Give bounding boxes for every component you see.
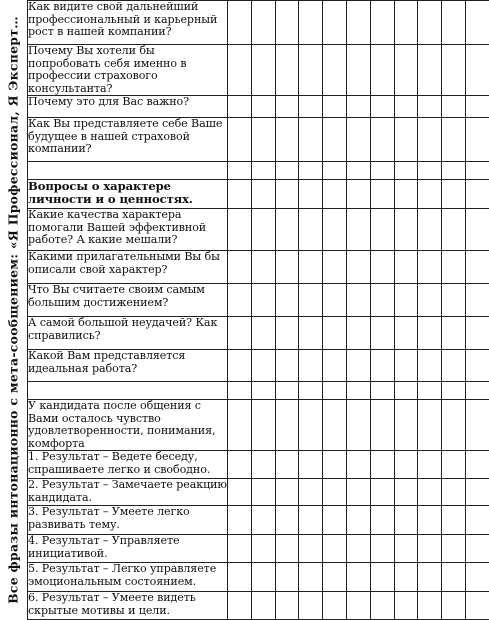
mark-cell[interactable] — [275, 284, 299, 317]
mark-cell[interactable] — [346, 451, 370, 479]
mark-cell[interactable] — [346, 180, 370, 209]
mark-cell[interactable] — [442, 251, 466, 284]
mark-cell[interactable] — [228, 317, 252, 350]
mark-cell[interactable] — [323, 350, 347, 382]
mark-cell[interactable] — [275, 382, 299, 400]
mark-cell[interactable] — [394, 506, 418, 535]
mark-cell[interactable] — [394, 118, 418, 162]
mark-cell[interactable] — [251, 479, 275, 506]
mark-cell[interactable] — [370, 535, 394, 563]
mark-cell[interactable] — [299, 592, 323, 620]
question-text: 3. Результат – Умеете легко развивать тему. — [28, 506, 228, 535]
mark-cell[interactable] — [370, 118, 394, 162]
mark-cell[interactable] — [442, 96, 466, 118]
question-text: Почему Вы хотели бы попробовать себя именно в профессии страхового консультанта? — [28, 45, 228, 96]
mark-cell[interactable] — [465, 118, 489, 162]
mark-cell[interactable] — [465, 162, 489, 180]
mark-cell[interactable] — [323, 382, 347, 400]
mark-cell[interactable] — [275, 162, 299, 180]
mark-cell[interactable] — [465, 284, 489, 317]
mark-cell[interactable] — [465, 350, 489, 382]
mark-cell[interactable] — [370, 284, 394, 317]
mark-cell[interactable] — [299, 180, 323, 209]
mark-cell[interactable] — [299, 400, 323, 451]
mark-cell[interactable] — [346, 506, 370, 535]
question-text: А самой большой неудачей? Как справились? — [28, 317, 228, 350]
question-row — [28, 209, 489, 251]
mark-cell[interactable] — [442, 382, 466, 400]
mark-cell[interactable] — [418, 284, 442, 317]
mark-cell[interactable] — [228, 563, 252, 592]
mark-cell[interactable] — [228, 162, 252, 180]
mark-cell[interactable] — [418, 400, 442, 451]
mark-cell[interactable] — [418, 535, 442, 563]
mark-cell[interactable] — [251, 96, 275, 118]
mark-cell[interactable] — [323, 96, 347, 118]
question-row — [28, 400, 489, 451]
mark-cell[interactable] — [418, 180, 442, 209]
mark-cell[interactable] — [251, 251, 275, 284]
mark-cell[interactable] — [228, 400, 252, 451]
mark-cell[interactable] — [370, 451, 394, 479]
mark-cell[interactable] — [275, 317, 299, 350]
mark-cell[interactable] — [370, 209, 394, 251]
question-text: 6. Результат – Умеете видеть скрытые мотивы и цели. — [28, 592, 228, 620]
mark-cell[interactable] — [465, 563, 489, 592]
mark-cell[interactable] — [323, 180, 347, 209]
section-heading-row — [28, 180, 489, 209]
mark-cell[interactable] — [323, 162, 347, 180]
mark-cell[interactable] — [442, 45, 466, 96]
mark-cell[interactable] — [251, 45, 275, 96]
evaluation-table-body — [28, 1, 489, 620]
question-row — [28, 118, 489, 162]
mark-cell[interactable] — [346, 350, 370, 382]
mark-cell[interactable] — [228, 382, 252, 400]
mark-cell[interactable] — [465, 209, 489, 251]
mark-cell[interactable] — [394, 350, 418, 382]
mark-cell[interactable] — [394, 180, 418, 209]
mark-cell[interactable] — [346, 45, 370, 96]
mark-cell[interactable] — [299, 118, 323, 162]
mark-cell[interactable] — [251, 162, 275, 180]
mark-cell[interactable] — [251, 535, 275, 563]
question-row — [28, 317, 489, 350]
mark-cell[interactable] — [418, 350, 442, 382]
question-text: Как видите свой дальнейший профессиональный и карьерный рост в нашей компании? — [28, 1, 228, 45]
mark-cell[interactable] — [370, 400, 394, 451]
mark-cell[interactable] — [418, 162, 442, 180]
mark-cell[interactable] — [323, 563, 347, 592]
mark-cell[interactable] — [346, 284, 370, 317]
question-text: 5. Результат – Легко управляете эмоциональным состоянием. — [28, 563, 228, 592]
mark-cell[interactable] — [251, 592, 275, 620]
vertical-side-label — [0, 0, 26, 620]
mark-cell[interactable] — [346, 479, 370, 506]
mark-cell[interactable] — [228, 96, 252, 118]
mark-cell[interactable] — [465, 400, 489, 451]
mark-cell[interactable] — [228, 451, 252, 479]
mark-cell[interactable] — [323, 209, 347, 251]
mark-cell[interactable] — [346, 251, 370, 284]
mark-cell[interactable] — [370, 96, 394, 118]
mark-cell[interactable] — [418, 118, 442, 162]
mark-cell[interactable] — [370, 45, 394, 96]
question-row — [28, 451, 489, 479]
mark-cell[interactable] — [275, 180, 299, 209]
question-text — [28, 382, 228, 400]
mark-cell[interactable] — [442, 479, 466, 506]
question-text: Какие качества характера помогали Вашей эффективной работе? А какие мешали? — [28, 209, 228, 251]
mark-cell[interactable] — [323, 284, 347, 317]
mark-cell[interactable] — [394, 1, 418, 45]
mark-cell[interactable] — [228, 1, 252, 45]
mark-cell[interactable] — [299, 506, 323, 535]
question-row — [28, 45, 489, 96]
mark-cell[interactable] — [251, 382, 275, 400]
mark-cell[interactable] — [465, 251, 489, 284]
mark-cell[interactable] — [442, 317, 466, 350]
mark-cell[interactable] — [346, 382, 370, 400]
mark-cell[interactable] — [370, 251, 394, 284]
question-text: 2. Результат – Замечаете реакцию кандидата. — [28, 478, 227, 504]
mark-cell[interactable] — [299, 535, 323, 563]
mark-cell[interactable] — [418, 1, 442, 45]
question-text — [28, 162, 228, 180]
mark-cell[interactable] — [394, 563, 418, 592]
question-row — [28, 592, 489, 620]
question-row — [28, 479, 489, 506]
mark-cell[interactable] — [370, 162, 394, 180]
mark-cell[interactable] — [442, 592, 466, 620]
mark-cell[interactable] — [299, 251, 323, 284]
mark-cell[interactable] — [442, 1, 466, 45]
mark-cell[interactable] — [275, 451, 299, 479]
mark-cell[interactable] — [465, 592, 489, 620]
mark-cell[interactable] — [370, 592, 394, 620]
mark-cell[interactable] — [418, 479, 442, 506]
mark-cell[interactable] — [394, 451, 418, 479]
mark-cell[interactable] — [465, 180, 489, 209]
mark-cell[interactable] — [465, 451, 489, 479]
mark-cell[interactable] — [394, 284, 418, 317]
mark-cell[interactable] — [465, 317, 489, 350]
mark-cell[interactable] — [275, 592, 299, 620]
section-heading: Вопросы о характере личности и о ценностях. — [28, 180, 228, 209]
mark-cell[interactable] — [251, 209, 275, 251]
mark-cell[interactable] — [418, 563, 442, 592]
mark-cell[interactable] — [418, 592, 442, 620]
mark-cell[interactable] — [323, 535, 347, 563]
mark-cell[interactable] — [299, 350, 323, 382]
mark-cell[interactable] — [370, 506, 394, 535]
mark-cell[interactable] — [323, 45, 347, 96]
question-text: 1. Результат – Ведете беседу, спрашиваете легко и свободно. — [28, 451, 228, 479]
mark-cell[interactable] — [323, 451, 347, 479]
mark-cell[interactable] — [251, 180, 275, 209]
question-row — [28, 1, 489, 45]
mark-cell[interactable] — [394, 96, 418, 118]
mark-cell[interactable] — [228, 479, 252, 506]
mark-cell[interactable] — [251, 563, 275, 592]
mark-cell[interactable] — [370, 382, 394, 400]
mark-cell[interactable] — [370, 563, 394, 592]
mark-cell[interactable] — [299, 479, 323, 506]
mark-cell[interactable] — [346, 535, 370, 563]
side-label-text: Все фразы интонационно с мета-сообщением: «Я Профессионал, Я Эксперт… — [5, 16, 21, 604]
mark-cell[interactable] — [465, 479, 489, 506]
mark-cell[interactable] — [228, 350, 252, 382]
mark-cell[interactable] — [418, 45, 442, 96]
question-text: Какими прилагательными Вы бы описали свой характер? — [28, 251, 228, 284]
mark-cell[interactable] — [275, 479, 299, 506]
mark-cell[interactable] — [442, 350, 466, 382]
mark-cell[interactable] — [346, 592, 370, 620]
mark-cell[interactable] — [275, 506, 299, 535]
mark-cell[interactable] — [275, 535, 299, 563]
question-text: Почему это для Вас важно? — [28, 96, 228, 118]
mark-cell[interactable] — [442, 118, 466, 162]
mark-cell[interactable] — [346, 400, 370, 451]
blank-row — [28, 162, 489, 180]
mark-cell[interactable] — [299, 284, 323, 317]
mark-cell[interactable] — [418, 451, 442, 479]
mark-cell[interactable] — [346, 563, 370, 592]
mark-cell[interactable] — [228, 209, 252, 251]
mark-cell[interactable] — [323, 592, 347, 620]
mark-cell[interactable] — [323, 479, 347, 506]
mark-cell[interactable] — [299, 451, 323, 479]
mark-cell[interactable] — [251, 317, 275, 350]
mark-cell[interactable] — [275, 400, 299, 451]
mark-cell[interactable] — [394, 162, 418, 180]
mark-cell[interactable] — [394, 592, 418, 620]
mark-cell[interactable] — [299, 563, 323, 592]
mark-cell[interactable] — [442, 284, 466, 317]
mark-cell[interactable] — [370, 479, 394, 506]
mark-cell[interactable] — [275, 350, 299, 382]
mark-cell[interactable] — [394, 317, 418, 350]
mark-cell[interactable] — [442, 535, 466, 563]
mark-cell[interactable] — [275, 251, 299, 284]
mark-cell[interactable] — [228, 45, 252, 96]
mark-cell[interactable] — [442, 162, 466, 180]
mark-cell[interactable] — [370, 317, 394, 350]
mark-cell[interactable] — [323, 251, 347, 284]
mark-cell[interactable] — [299, 96, 323, 118]
mark-cell[interactable] — [418, 382, 442, 400]
mark-cell[interactable] — [442, 209, 466, 251]
mark-cell[interactable] — [251, 350, 275, 382]
mark-cell[interactable] — [251, 506, 275, 535]
mark-cell[interactable] — [442, 451, 466, 479]
mark-cell[interactable] — [228, 506, 252, 535]
mark-cell[interactable] — [465, 506, 489, 535]
mark-cell[interactable] — [228, 535, 252, 563]
mark-cell[interactable] — [418, 506, 442, 535]
question-row — [28, 284, 489, 317]
mark-cell[interactable] — [465, 1, 489, 45]
mark-cell[interactable] — [228, 592, 252, 620]
mark-cell[interactable] — [442, 400, 466, 451]
mark-cell[interactable] — [465, 45, 489, 96]
question-row — [28, 251, 489, 284]
mark-cell[interactable] — [370, 1, 394, 45]
mark-cell[interactable] — [394, 209, 418, 251]
question-text: 4. Результат – Управляете инициативой. — [28, 535, 228, 563]
mark-cell[interactable] — [228, 251, 252, 284]
mark-cell[interactable] — [251, 400, 275, 451]
mark-cell[interactable] — [418, 317, 442, 350]
mark-cell[interactable] — [299, 209, 323, 251]
mark-cell[interactable] — [251, 118, 275, 162]
mark-cell[interactable] — [251, 451, 275, 479]
mark-cell[interactable] — [251, 284, 275, 317]
mark-cell[interactable] — [442, 506, 466, 535]
mark-cell[interactable] — [394, 382, 418, 400]
mark-cell[interactable] — [299, 1, 323, 45]
mark-cell[interactable] — [346, 162, 370, 180]
mark-cell[interactable] — [275, 1, 299, 45]
mark-cell[interactable] — [251, 1, 275, 45]
mark-cell[interactable] — [418, 209, 442, 251]
mark-cell[interactable] — [394, 400, 418, 451]
mark-cell[interactable] — [370, 350, 394, 382]
mark-cell[interactable] — [323, 1, 347, 45]
question-text: Как Вы представляете себе Ваше будущее в нашей страховой компании? — [28, 118, 228, 162]
mark-cell[interactable] — [299, 317, 323, 350]
question-text: Какой Вам представляется идеальная работа? — [28, 350, 228, 382]
mark-cell[interactable] — [418, 96, 442, 118]
mark-cell[interactable] — [323, 317, 347, 350]
mark-cell[interactable] — [418, 251, 442, 284]
mark-cell[interactable] — [323, 400, 347, 451]
question-row — [28, 535, 489, 563]
mark-cell[interactable] — [465, 535, 489, 563]
mark-cell[interactable] — [346, 96, 370, 118]
mark-cell[interactable] — [228, 284, 252, 317]
mark-cell[interactable] — [394, 535, 418, 563]
mark-cell[interactable] — [228, 180, 252, 209]
mark-cell[interactable] — [394, 479, 418, 506]
mark-cell[interactable] — [465, 96, 489, 118]
mark-cell[interactable] — [275, 96, 299, 118]
mark-cell[interactable] — [275, 209, 299, 251]
evaluation-table — [27, 0, 489, 620]
mark-cell[interactable] — [299, 162, 323, 180]
mark-cell[interactable] — [442, 180, 466, 209]
blank-row — [28, 382, 489, 400]
question-text: У кандидата после общения с Вами осталось чувство удовлетворенности, понимания, комфорта — [28, 400, 228, 451]
mark-cell[interactable] — [465, 382, 489, 400]
question-row — [28, 350, 489, 382]
mark-cell[interactable] — [346, 317, 370, 350]
mark-cell[interactable] — [299, 382, 323, 400]
mark-cell[interactable] — [346, 118, 370, 162]
question-text: Что Вы считаете своим самым большим достижением? — [28, 284, 228, 317]
mark-cell[interactable] — [442, 563, 466, 592]
question-row — [28, 96, 489, 118]
mark-cell[interactable] — [394, 45, 418, 96]
question-row — [28, 506, 489, 535]
mark-cell[interactable] — [299, 45, 323, 96]
mark-cell[interactable] — [275, 118, 299, 162]
mark-cell[interactable] — [323, 506, 347, 535]
mark-cell[interactable] — [275, 45, 299, 96]
mark-cell[interactable] — [370, 180, 394, 209]
mark-cell[interactable] — [275, 563, 299, 592]
mark-cell[interactable] — [323, 118, 347, 162]
question-row — [28, 563, 489, 592]
mark-cell[interactable] — [346, 1, 370, 45]
mark-cell[interactable] — [228, 118, 252, 162]
mark-cell[interactable] — [394, 251, 418, 284]
mark-cell[interactable] — [346, 209, 370, 251]
